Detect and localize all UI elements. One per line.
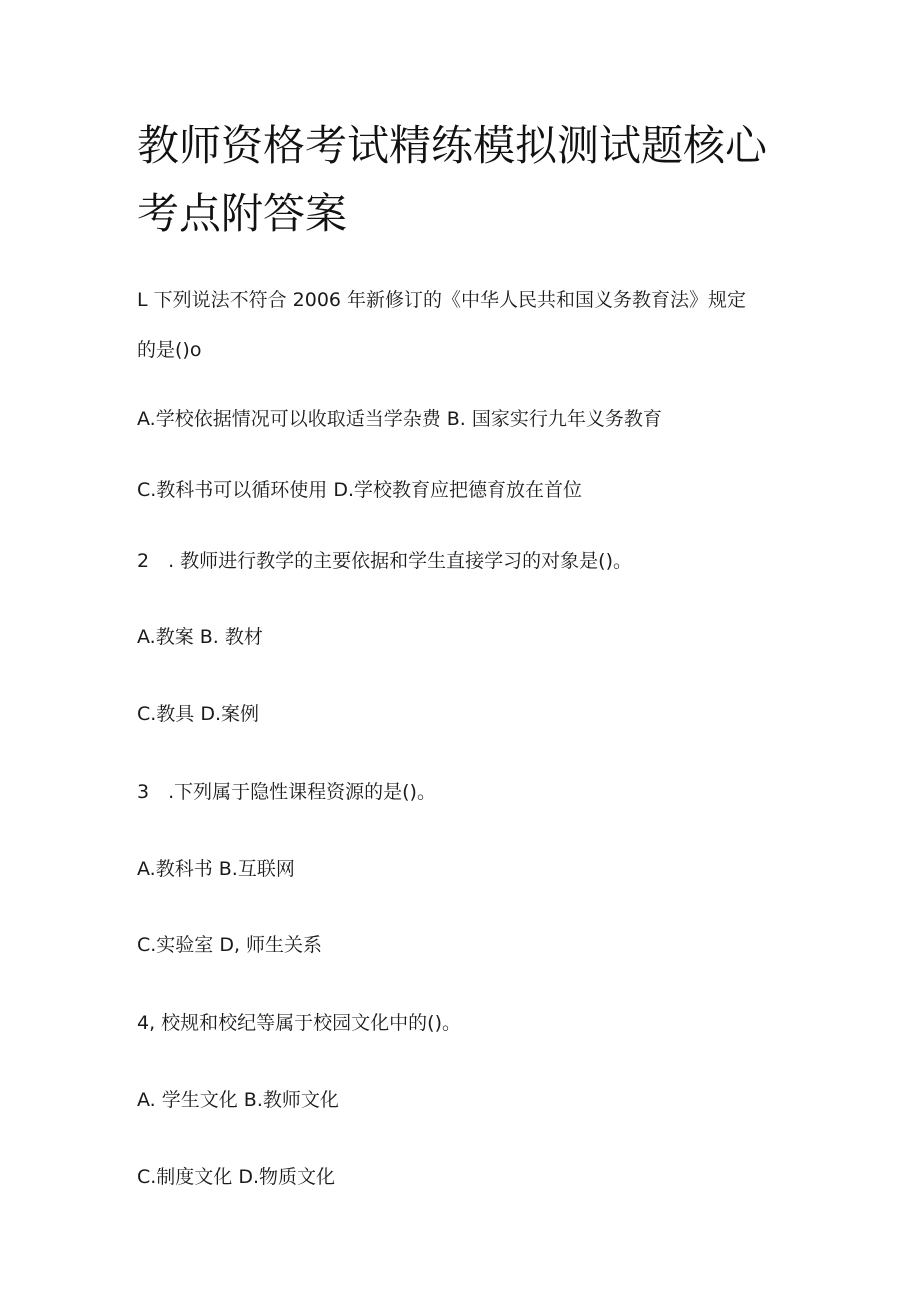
question-3-stem: 3 .下列属于隐性课程资源的是()。 [137,781,436,803]
question-3-options-ab: A.教科书 B.互联网 [137,858,295,880]
question-1-options-ab: A.学校依据情况可以收取适当学杂费 B. 国家实行九年义务教育 [137,408,662,430]
question-4-options-cd: C.制度文化 D.物质文化 [137,1166,336,1188]
question-4-options-ab: A. 学生文化 B.教师文化 [137,1089,339,1111]
question-4-stem: 4, 校规和校纪等属于校园文化中的()。 [137,1012,461,1034]
question-1-options-cd: C.教科书可以循环使用 D.学校教育应把德育放在首位 [137,479,583,501]
question-2-options-cd: C.教具 D.案例 [137,703,260,725]
document-title: 教师资格考试精练模拟测试题核心考点附答案 [137,121,768,238]
question-3-options-cd: C.实验室 D, 师生关系 [137,934,323,956]
question-1-stem-line-2: 的是()o [137,339,202,361]
question-2-options-ab: A.教案 B. 教材 [137,626,263,648]
question-1-stem-line-1: L 下列说法不符合 2006 年新修订的《中华人民共和国义务教育法》规定 [137,289,747,311]
question-2-stem: 2 . 教师进行教学的主要依据和学生直接学习的对象是()。 [137,550,632,572]
